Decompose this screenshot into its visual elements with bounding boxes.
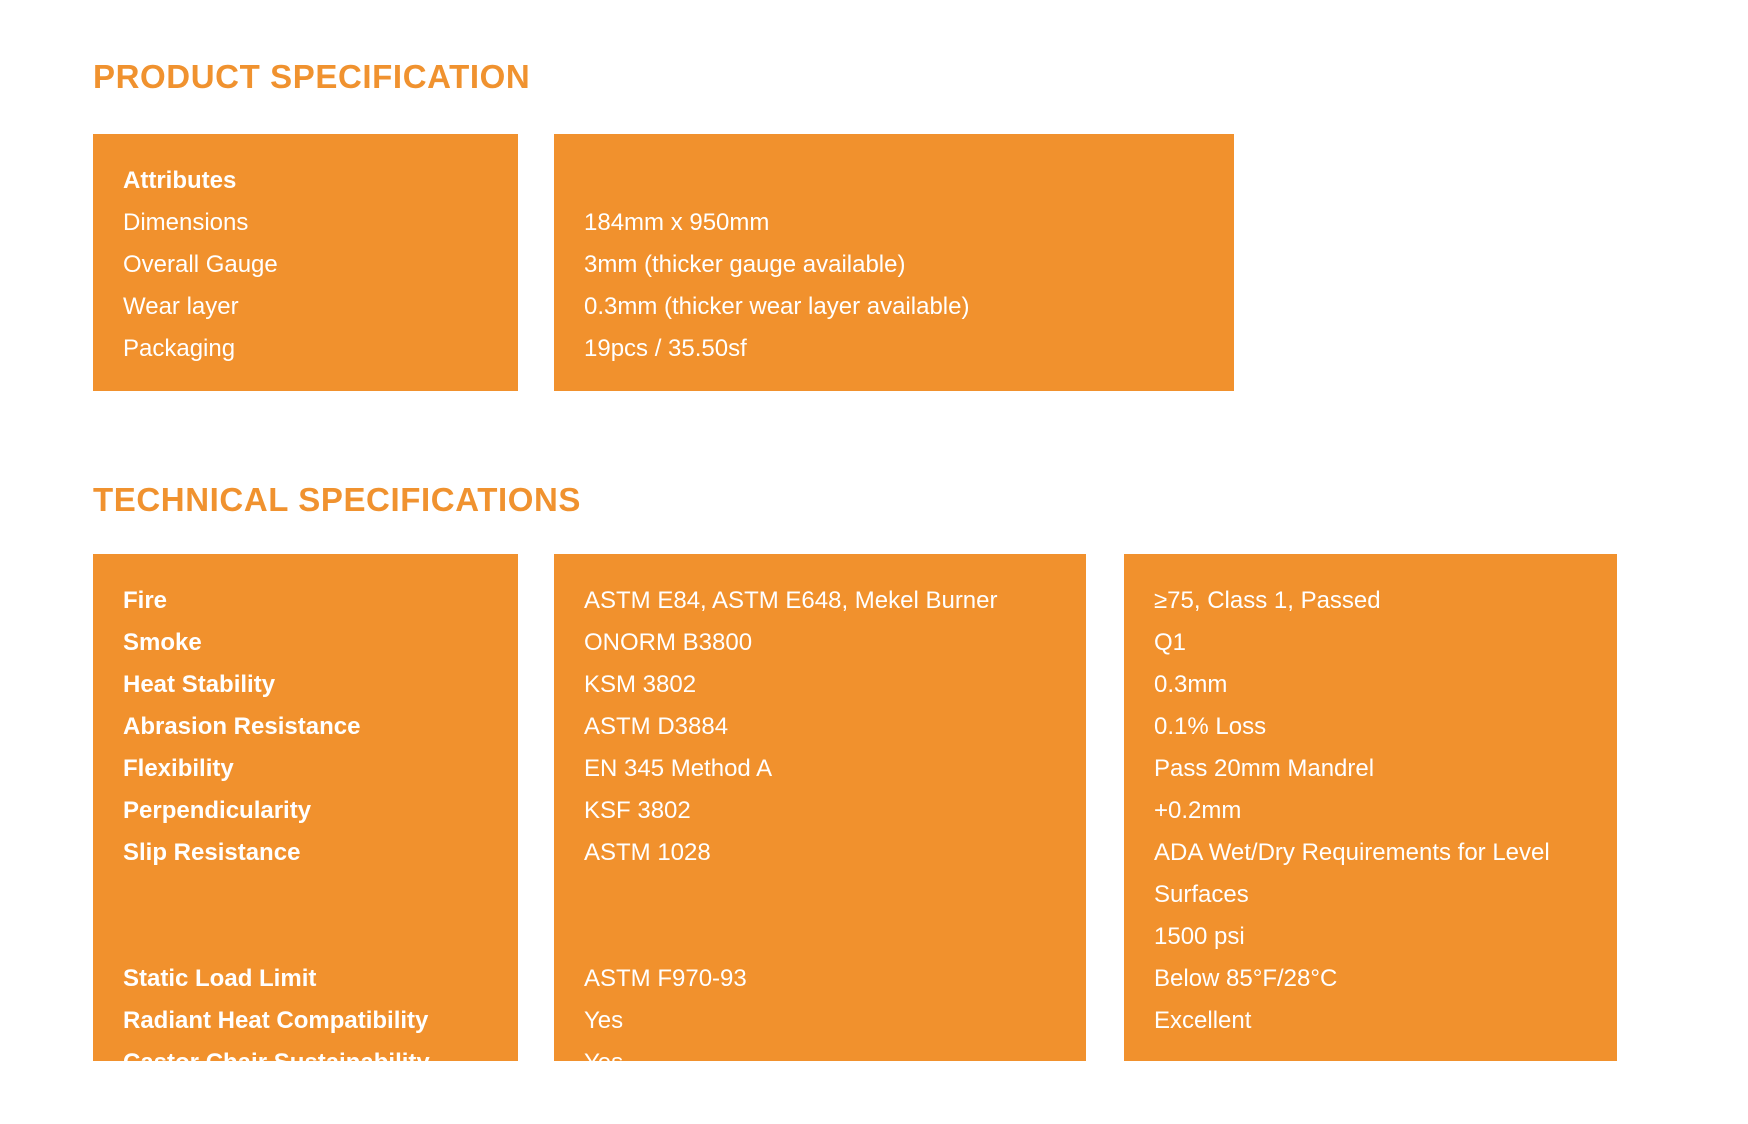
technical-property-panel bbox=[93, 554, 518, 1076]
technical-result: +0.2mm bbox=[1154, 797, 1242, 824]
technical-property: Heat Stability bbox=[123, 671, 276, 698]
technical-result: Pass 20mm Mandrel bbox=[1154, 755, 1375, 782]
technical-property: Static Load Limit bbox=[123, 965, 317, 992]
technical-result: ≥75, Class 1, Passed bbox=[1154, 587, 1381, 614]
row-spacer bbox=[584, 874, 1086, 916]
technical-property: Slip Resistance bbox=[123, 839, 301, 866]
attribute-value: 184mm x 950mm bbox=[584, 209, 770, 236]
attribute-label: Packaging bbox=[123, 335, 236, 362]
technical-result: Excellent bbox=[1154, 1007, 1252, 1034]
attributes-label-panel bbox=[93, 134, 518, 391]
technical-property: Smoke bbox=[123, 629, 202, 656]
technical-property: Radiant Heat Compatibility bbox=[123, 1007, 429, 1034]
technical-standard: Yes bbox=[584, 1049, 624, 1076]
technical-standard: ASTM 1028 bbox=[584, 839, 711, 866]
technical-result-panel bbox=[1124, 554, 1617, 1061]
technical-property: Castor Chair Sustainability bbox=[123, 1049, 430, 1076]
attribute-label: Overall Gauge bbox=[123, 251, 278, 278]
technical-result: 0.3mm bbox=[1154, 671, 1228, 698]
technical-specifications-title: TECHNICAL SPECIFICATIONS bbox=[93, 481, 582, 518]
attributes-header: Attributes bbox=[123, 167, 237, 194]
attribute-label: Wear layer bbox=[123, 293, 239, 320]
technical-standard: KSF 3802 bbox=[584, 797, 691, 824]
technical-result: Q1 bbox=[1154, 629, 1187, 656]
technical-property: Perpendicularity bbox=[123, 797, 312, 824]
attribute-value: 3mm (thicker gauge available) bbox=[584, 251, 906, 278]
technical-standard: Yes bbox=[584, 1007, 624, 1034]
technical-result: 0.1% Loss bbox=[1154, 713, 1267, 740]
attribute-label: Dimensions bbox=[123, 209, 249, 236]
technical-standard: ASTM F970-93 bbox=[584, 965, 747, 992]
technical-result: ADA Wet/Dry Requirements for Level Surfaces bbox=[1154, 839, 1550, 908]
technical-standard-panel bbox=[554, 554, 1086, 1076]
product-specification-title: PRODUCT SPECIFICATION bbox=[93, 58, 531, 95]
technical-standard: ASTM E84, ASTM E648, Mekel Burner bbox=[584, 587, 998, 614]
attributes-value-panel bbox=[554, 134, 1234, 391]
attribute-value: 0.3mm (thicker wear layer available) bbox=[584, 293, 970, 320]
technical-property: Fire bbox=[123, 587, 168, 614]
row-spacer bbox=[123, 916, 518, 958]
technical-standard: ONORM B3800 bbox=[584, 629, 753, 656]
row-spacer bbox=[584, 916, 1086, 958]
technical-result: 1500 psi bbox=[1154, 923, 1245, 950]
technical-property: Flexibility bbox=[123, 755, 234, 782]
technical-result: Below 85°F/28°C bbox=[1154, 965, 1338, 992]
technical-standard: KSM 3802 bbox=[584, 671, 697, 698]
technical-standard: EN 345 Method A bbox=[584, 755, 773, 782]
technical-standard: ASTM D3884 bbox=[584, 713, 729, 740]
attribute-value: 19pcs / 35.50sf bbox=[584, 335, 747, 362]
row-spacer bbox=[123, 874, 518, 916]
technical-property: Abrasion Resistance bbox=[123, 713, 361, 740]
